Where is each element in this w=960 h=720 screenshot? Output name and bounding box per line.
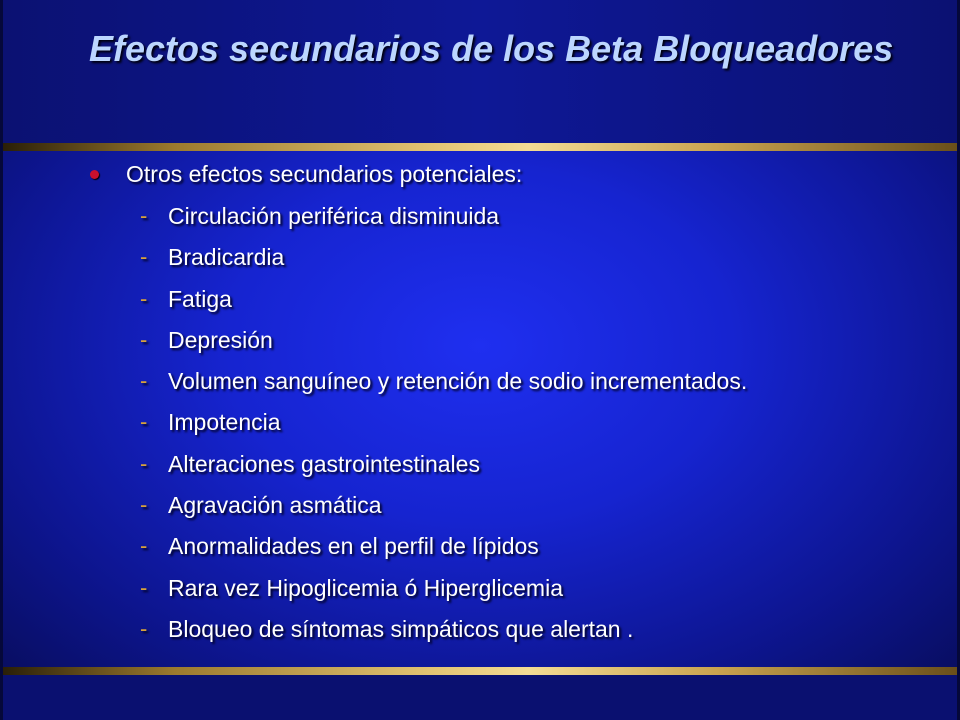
dash-icon: -: [140, 203, 148, 228]
list-item-text: Agravación asmática: [168, 492, 382, 519]
dash-icon: -: [140, 244, 148, 270]
list-item: [84, 282, 944, 323]
list-item-text: Anormalidades en el perfil de lípidos: [168, 533, 539, 560]
footer-band: [3, 675, 957, 720]
list-item-text: Fatiga: [168, 285, 232, 312]
title-band: [3, 0, 957, 143]
lead-text: Otros efectos secundarios potenciales:: [126, 161, 523, 187]
slide-title: Efectos secundarios de los Beta Bloqueadores: [89, 28, 894, 69]
list-item: [84, 447, 944, 488]
list-item-text: Impotencia: [168, 409, 281, 436]
list-item-text: Depresión: [168, 326, 273, 353]
list-item: [84, 571, 944, 612]
list-item-text: Volumen sanguíneo y retención de sodio incrementados.: [168, 368, 748, 395]
list-item-text: Bradicardia: [168, 244, 285, 271]
dash-icon: -: [140, 409, 148, 435]
list-item: [84, 405, 944, 446]
dash-icon: -: [140, 368, 148, 394]
side-effects-list: [84, 199, 944, 653]
slide-content: [84, 157, 944, 653]
list-item: [84, 199, 944, 240]
bottom-divider: [3, 667, 957, 675]
dash-icon: -: [140, 533, 148, 559]
list-item-text: Rara vez Hipoglicemia ó Hiperglicemia: [168, 574, 563, 601]
dash-icon: -: [140, 450, 148, 476]
list-item: [84, 240, 944, 281]
lead-bullet-item: [84, 157, 944, 191]
dash-icon: -: [140, 492, 148, 518]
list-item-text: Bloqueo de síntomas simpáticos que alertan .: [168, 615, 634, 642]
list-item-text: Circulación periférica disminuida: [168, 203, 500, 229]
list-item: [84, 364, 944, 405]
list-item: [84, 612, 944, 653]
top-divider: [3, 143, 957, 151]
list-item: [84, 529, 944, 570]
dash-icon: -: [140, 326, 148, 352]
dash-icon: -: [140, 285, 148, 311]
dash-icon: -: [140, 615, 148, 641]
list-item-text: Alteraciones gastrointestinales: [168, 450, 480, 477]
list-item: [84, 488, 944, 529]
list-item: [84, 323, 944, 364]
dash-icon: -: [140, 574, 148, 600]
bullet-dot-icon: [90, 170, 99, 179]
